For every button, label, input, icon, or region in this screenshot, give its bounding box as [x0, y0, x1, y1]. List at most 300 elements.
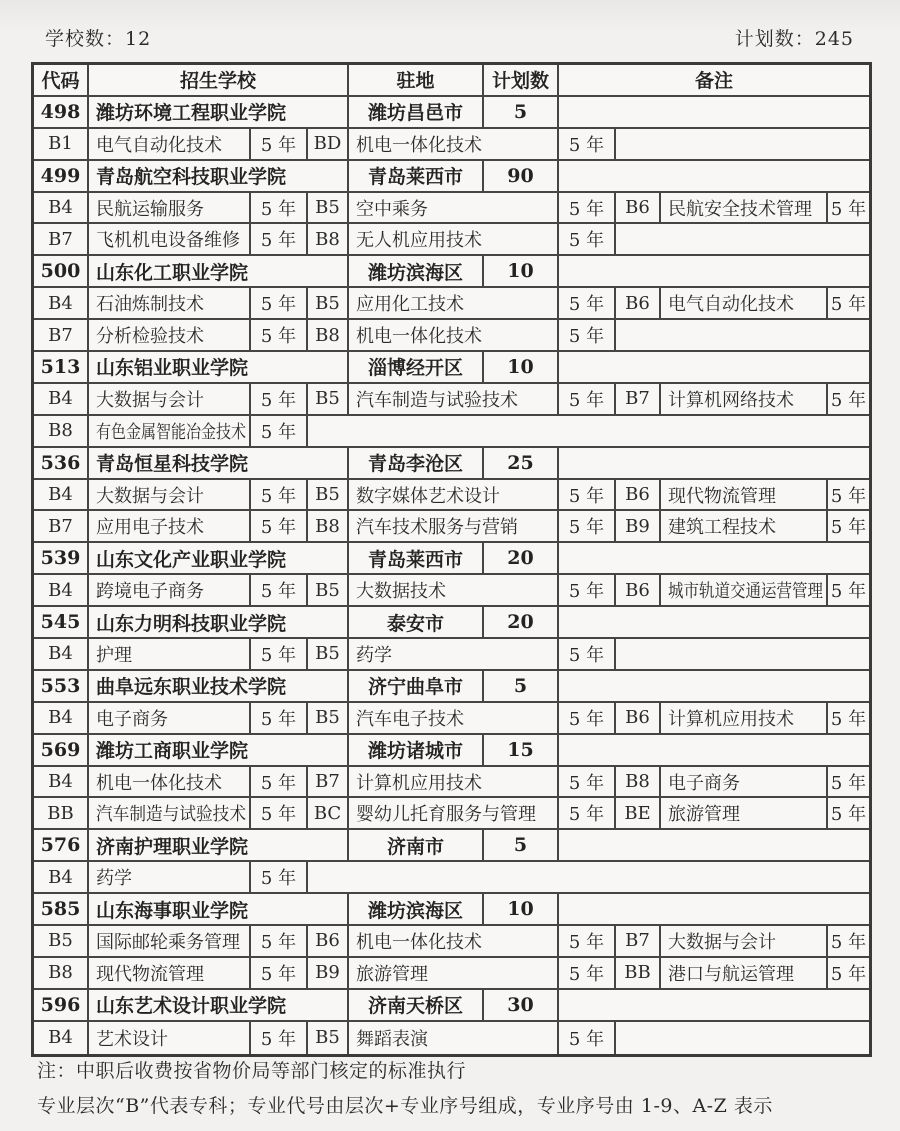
school-name-cell-text: 山东力明科技职业学院 — [96, 612, 287, 635]
major-name-cell — [349, 511, 559, 543]
year-cell — [251, 511, 308, 543]
major-name-cell-text: 城市轨道交通运营管理 — [668, 581, 823, 603]
major-name-cell — [661, 798, 828, 830]
year-cell-text: 5 年 — [568, 134, 605, 156]
remark-empty-cell — [559, 543, 869, 575]
major-code-cell-text: B4 — [48, 643, 73, 665]
major-code-cell-text: B7 — [48, 228, 73, 250]
year-cell-text: 5 年 — [830, 772, 867, 794]
major-name-cell-text: 港口与航运管理 — [668, 963, 794, 985]
school-name-cell — [89, 894, 349, 926]
major-name-cell — [89, 798, 251, 830]
location-cell — [349, 161, 484, 193]
major-name-cell-text: 护理 — [96, 644, 132, 666]
school-code-cell — [34, 671, 89, 703]
year-cell-text: 5 年 — [260, 134, 297, 156]
year-cell-text: 5 年 — [568, 485, 605, 507]
plan-count-cell — [484, 97, 559, 129]
year-cell-text: 5 年 — [260, 517, 297, 539]
note-major-code: 专业层次“B”代表专科；专业代号由层次+专业序号组成，专业序号由 1-9、A-Z 表示 — [37, 1095, 773, 1117]
major-code-cell — [616, 288, 661, 320]
major-name-cell-text: 电气自动化技术 — [668, 294, 794, 316]
school-code-cell-text: 498 — [40, 100, 81, 123]
year-cell-text: 5 年 — [568, 517, 605, 539]
major-code-cell-text: B8 — [625, 771, 650, 793]
year-cell-text: 5 年 — [260, 581, 297, 603]
year-cell — [559, 703, 616, 735]
year-cell — [251, 958, 308, 990]
header-plan — [484, 65, 559, 97]
remark-empty-cell — [559, 97, 869, 129]
school-code-cell-text: 499 — [40, 164, 81, 187]
location-cell — [349, 735, 484, 767]
major-name-cell — [661, 767, 828, 799]
major-code-cell-text: B5 — [315, 643, 340, 665]
major-code-cell-text: B4 — [48, 484, 73, 506]
school-name-cell-text: 潍坊工商职业学院 — [96, 740, 249, 763]
major-name-cell — [349, 384, 559, 416]
major-code-cell — [34, 958, 89, 990]
location-cell — [349, 607, 484, 639]
year-cell — [559, 575, 616, 607]
major-name-cell — [661, 480, 828, 512]
major-code-cell-text: B6 — [625, 197, 650, 218]
major-code-cell-text: B1 — [48, 133, 73, 155]
remark-empty-cell — [559, 990, 869, 1022]
major-code-cell-text: B7 — [48, 324, 73, 346]
major-code-cell — [34, 511, 89, 543]
major-name-cell — [89, 703, 251, 735]
major-code-cell-text: B6 — [625, 579, 650, 601]
major-name-cell — [89, 416, 251, 448]
major-code-cell-text: BC — [313, 802, 342, 824]
major-code-cell-text: B5 — [315, 707, 340, 729]
major-name-cell-text: 电气自动化技术 — [96, 134, 222, 156]
plan-count-cell — [484, 894, 559, 926]
major-name-cell-text: 机电一体化技术 — [96, 772, 222, 794]
major-name-cell-text: 计算机应用技术 — [356, 772, 482, 794]
year-cell — [828, 575, 869, 607]
school-code-cell-text: 513 — [40, 355, 81, 378]
major-code-cell — [34, 798, 89, 830]
major-code-cell — [308, 639, 349, 671]
year-cell — [828, 798, 869, 830]
major-code-cell-text: B9 — [625, 515, 650, 537]
school-name-cell-text: 山东化工职业学院 — [96, 261, 249, 284]
school-code-cell-text: 596 — [40, 993, 81, 1016]
school-code-cell — [34, 830, 89, 862]
major-name-cell-text: 汽车制造与试验技术 — [96, 804, 247, 826]
major-name-cell — [661, 193, 828, 225]
location-cell — [349, 256, 484, 288]
major-code-cell-text: B5 — [315, 388, 340, 410]
major-name-cell — [661, 926, 828, 958]
major-name-cell — [89, 767, 251, 799]
remark-empty-cell — [308, 416, 869, 448]
year-cell — [251, 639, 308, 671]
year-cell — [251, 703, 308, 735]
year-cell-text: 5 年 — [260, 868, 297, 890]
school-code-cell-text: 569 — [40, 738, 81, 761]
major-name-cell-text: 艺术设计 — [96, 1028, 168, 1050]
major-code-cell — [34, 320, 89, 352]
major-code-cell — [308, 480, 349, 512]
year-cell-text: 5 年 — [830, 294, 867, 316]
location-cell-text: 济南天桥区 — [367, 995, 463, 1018]
major-name-cell-text: 应用化工技术 — [356, 294, 464, 316]
location-cell-text: 青岛李沧区 — [367, 453, 463, 476]
year-cell — [559, 224, 616, 256]
year-cell — [559, 639, 616, 671]
year-cell-text: 5 年 — [260, 230, 297, 252]
major-code-cell-text: B5 — [315, 1027, 340, 1049]
year-cell-text: 5 年 — [260, 294, 297, 316]
year-cell-text: 5 年 — [260, 1028, 297, 1050]
school-code-cell — [34, 543, 89, 575]
major-code-cell-text: B4 — [48, 388, 73, 410]
year-cell-text: 5 年 — [830, 198, 867, 220]
major-code-cell — [308, 193, 349, 225]
year-cell-text: 5 年 — [830, 804, 867, 826]
remark-empty-cell — [559, 448, 869, 480]
major-code-cell-text: B5 — [315, 292, 340, 314]
location-cell-text: 潍坊诸城市 — [367, 740, 463, 763]
major-name-cell — [349, 224, 559, 256]
location-cell-text: 潍坊滨海区 — [367, 899, 463, 922]
major-name-cell-text: 建筑工程技术 — [668, 517, 776, 539]
major-name-cell — [89, 1022, 251, 1054]
major-name-cell-text: 飞机机电设备维修 — [96, 230, 240, 252]
major-code-cell-text: B6 — [625, 292, 650, 314]
major-name-cell — [661, 384, 828, 416]
major-code-cell-text: B7 — [625, 388, 650, 410]
major-code-cell — [308, 703, 349, 735]
major-code-cell-text: B5 — [48, 930, 73, 952]
major-name-cell — [349, 926, 559, 958]
major-name-cell — [661, 958, 828, 990]
school-name-cell — [89, 671, 349, 703]
plan-count-cell-text: 20 — [507, 547, 534, 570]
major-code-cell-text: B5 — [315, 197, 340, 218]
year-cell — [559, 767, 616, 799]
year-cell — [251, 320, 308, 352]
major-name-cell — [349, 320, 559, 352]
school-name-cell-text: 青岛航空科技职业学院 — [96, 166, 287, 189]
major-name-cell — [349, 639, 559, 671]
location-cell — [349, 671, 484, 703]
year-cell-text: 5 年 — [260, 389, 297, 411]
major-code-cell — [34, 416, 89, 448]
year-cell-text: 5 年 — [830, 581, 867, 603]
header-plan-text: 计划数 — [491, 70, 549, 93]
year-cell-text: 5 年 — [260, 485, 297, 507]
year-cell-text: 5 年 — [568, 326, 605, 348]
major-name-cell-text: 跨境电子商务 — [96, 581, 204, 603]
header-location-text: 驻地 — [396, 70, 435, 93]
year-cell-text: 5 年 — [830, 389, 867, 411]
enrollment-table — [31, 62, 872, 1057]
major-code-cell-text: B7 — [625, 930, 650, 952]
location-cell — [349, 543, 484, 575]
major-code-cell-text: B4 — [48, 707, 73, 729]
major-name-cell-text: 石油炼制技术 — [96, 294, 204, 316]
major-name-cell-text: 机电一体化技术 — [356, 134, 482, 156]
major-name-cell-text: 数字媒体艺术设计 — [356, 485, 500, 507]
plan-count-cell — [484, 352, 559, 384]
year-cell — [828, 384, 869, 416]
major-name-cell — [89, 320, 251, 352]
major-code-cell — [308, 129, 349, 161]
header-code-text: 代码 — [41, 70, 80, 93]
year-cell-text: 5 年 — [260, 963, 297, 985]
school-code-cell — [34, 894, 89, 926]
major-name-cell — [349, 767, 559, 799]
major-name-cell-text: 电子商务 — [668, 772, 740, 794]
school-code-cell — [34, 607, 89, 639]
school-code-cell — [34, 97, 89, 129]
major-code-cell — [616, 926, 661, 958]
school-name-cell-text: 山东铝业职业学院 — [96, 357, 249, 380]
plan-count-cell-text: 5 — [513, 674, 528, 697]
plan-count-cell-text: 5 — [513, 100, 528, 123]
major-code-cell-text: B7 — [315, 771, 340, 793]
year-cell-text: 5 年 — [568, 389, 605, 411]
school-code-cell — [34, 256, 89, 288]
major-name-cell — [349, 703, 559, 735]
year-cell-text: 5 年 — [260, 644, 297, 666]
note-fee: 注：中职后收费按省物价局等部门核定的标准执行 — [37, 1060, 467, 1082]
school-code-cell-text: 553 — [40, 674, 81, 697]
school-name-cell-text: 潍坊环境工程职业学院 — [96, 102, 287, 125]
major-code-cell — [616, 798, 661, 830]
major-name-cell-text: 药学 — [356, 644, 392, 666]
header-remark-text: 备注 — [694, 70, 733, 93]
school-name-cell-text: 青岛恒星科技学院 — [96, 453, 249, 476]
location-cell — [349, 990, 484, 1022]
year-cell-text: 5 年 — [568, 230, 605, 252]
remark-empty-cell — [616, 1022, 869, 1054]
year-cell — [251, 575, 308, 607]
year-cell — [251, 480, 308, 512]
major-name-cell-text: 婴幼儿托育服务与管理 — [356, 804, 536, 826]
remark-empty-cell — [616, 129, 869, 161]
school-name-cell — [89, 97, 349, 129]
school-name-cell — [89, 990, 349, 1022]
year-cell-text: 5 年 — [830, 485, 867, 507]
major-code-cell-text: B6 — [625, 484, 650, 506]
major-code-cell-text: B6 — [625, 707, 650, 729]
remark-empty-cell — [616, 320, 869, 352]
major-name-cell-text: 现代物流管理 — [668, 485, 776, 507]
school-name-cell — [89, 448, 349, 480]
year-cell — [828, 767, 869, 799]
school-code-cell-text: 500 — [40, 260, 81, 283]
school-code-cell-text: 545 — [40, 611, 81, 634]
major-name-cell — [661, 703, 828, 735]
major-code-cell — [616, 384, 661, 416]
major-code-cell-text: BB — [624, 962, 651, 984]
plan-count-cell — [484, 543, 559, 575]
year-cell — [251, 798, 308, 830]
year-cell — [251, 129, 308, 161]
school-code-cell — [34, 161, 89, 193]
location-cell-text: 泰安市 — [386, 612, 444, 635]
year-cell — [559, 511, 616, 543]
year-cell — [828, 703, 869, 735]
location-cell — [349, 352, 484, 384]
major-name-cell — [89, 129, 251, 161]
major-code-cell — [308, 320, 349, 352]
major-name-cell — [661, 575, 828, 607]
location-cell — [349, 894, 484, 926]
remark-empty-cell — [559, 830, 869, 862]
major-code-cell — [34, 224, 89, 256]
header-remark — [559, 65, 869, 97]
major-name-cell-text: 大数据与会计 — [668, 931, 776, 953]
major-code-cell-text: B8 — [315, 515, 340, 537]
school-code-cell-text: 536 — [40, 451, 81, 474]
school-name-cell-text: 山东文化产业职业学院 — [96, 548, 287, 571]
major-name-cell — [89, 288, 251, 320]
school-name-cell — [89, 161, 349, 193]
major-name-cell — [349, 575, 559, 607]
remark-empty-cell — [559, 671, 869, 703]
major-name-cell — [89, 384, 251, 416]
major-code-cell-text: B4 — [48, 579, 73, 601]
plan-count-cell — [484, 607, 559, 639]
major-name-cell-text: 计算机应用技术 — [668, 708, 794, 730]
remark-empty-cell — [616, 639, 869, 671]
school-name-cell-text: 山东海事职业学院 — [96, 899, 249, 922]
year-cell-text: 5 年 — [568, 198, 605, 220]
year-cell-text: 5 年 — [830, 963, 867, 985]
school-name-cell — [89, 607, 349, 639]
school-name-cell-text: 济南护理职业学院 — [96, 835, 249, 858]
major-name-cell-text: 民航安全技术管理 — [668, 198, 812, 220]
major-name-cell-text: 汽车制造与试验技术 — [356, 389, 518, 411]
school-name-cell — [89, 256, 349, 288]
major-name-cell-text: 现代物流管理 — [96, 963, 204, 985]
plan-count-cell — [484, 448, 559, 480]
header-location — [349, 65, 484, 97]
major-code-cell-text: B9 — [315, 962, 340, 984]
location-cell — [349, 830, 484, 862]
major-code-cell — [308, 798, 349, 830]
location-cell-text: 潍坊昌邑市 — [367, 102, 463, 125]
major-code-cell-text: B4 — [48, 1027, 73, 1049]
year-cell-text: 5 年 — [260, 708, 297, 730]
school-code-cell-text: 539 — [40, 547, 81, 570]
year-cell — [251, 416, 308, 448]
major-name-cell — [661, 511, 828, 543]
major-name-cell — [89, 926, 251, 958]
major-code-cell — [616, 958, 661, 990]
school-code-cell — [34, 352, 89, 384]
header-code — [34, 65, 89, 97]
school-name-cell — [89, 543, 349, 575]
major-code-cell — [308, 926, 349, 958]
remark-empty-cell — [308, 862, 869, 894]
major-name-cell — [89, 224, 251, 256]
year-cell — [559, 193, 616, 225]
major-name-cell — [349, 1022, 559, 1054]
major-code-cell — [34, 288, 89, 320]
year-cell — [559, 926, 616, 958]
year-cell-text: 5 年 — [568, 963, 605, 985]
major-name-cell — [349, 288, 559, 320]
plan-count-cell-text: 10 — [507, 260, 534, 283]
year-cell-text: 5 年 — [830, 517, 867, 539]
major-name-cell — [89, 575, 251, 607]
major-code-cell-text: B5 — [315, 579, 340, 601]
major-code-cell — [34, 384, 89, 416]
major-name-cell-text: 汽车电子技术 — [356, 708, 464, 730]
major-name-cell-text: 空中乘务 — [356, 198, 428, 220]
plan-count-cell — [484, 830, 559, 862]
plan-count-cell — [484, 671, 559, 703]
major-name-cell — [89, 862, 251, 894]
remark-empty-cell — [559, 161, 869, 193]
year-cell-text: 5 年 — [260, 804, 297, 826]
year-cell — [828, 926, 869, 958]
year-cell — [251, 1022, 308, 1054]
major-code-cell — [34, 862, 89, 894]
major-name-cell — [89, 480, 251, 512]
major-name-cell — [349, 958, 559, 990]
major-code-cell — [616, 511, 661, 543]
major-code-cell — [34, 703, 89, 735]
year-cell — [559, 798, 616, 830]
plan-count-cell-text: 15 — [507, 738, 534, 761]
major-code-cell — [34, 480, 89, 512]
year-cell-text: 5 年 — [568, 644, 605, 666]
plan-count-cell-text: 10 — [507, 898, 534, 921]
plan-count-label: 计划数：245 — [734, 28, 854, 50]
year-cell — [251, 224, 308, 256]
remark-empty-cell — [559, 352, 869, 384]
major-name-cell-text: 电子商务 — [96, 708, 168, 730]
major-code-cell — [308, 958, 349, 990]
year-cell — [828, 193, 869, 225]
remark-empty-cell — [559, 735, 869, 767]
plan-count-cell — [484, 990, 559, 1022]
major-code-cell-text: B8 — [315, 228, 340, 250]
major-name-cell — [349, 193, 559, 225]
year-cell — [559, 384, 616, 416]
plan-count-cell — [484, 161, 559, 193]
major-code-cell — [308, 1022, 349, 1054]
location-cell-text: 青岛莱西市 — [367, 548, 463, 571]
year-cell-text: 5 年 — [568, 772, 605, 794]
year-cell — [559, 1022, 616, 1054]
year-cell — [251, 193, 308, 225]
major-code-cell — [308, 224, 349, 256]
school-name-cell — [89, 830, 349, 862]
location-cell-text: 青岛莱西市 — [367, 166, 463, 189]
major-code-cell — [308, 767, 349, 799]
year-cell-text: 5 年 — [568, 708, 605, 730]
school-name-cell-text: 曲阜远东职业技术学院 — [96, 676, 287, 699]
major-code-cell-text: B4 — [48, 866, 73, 888]
remark-empty-cell — [559, 256, 869, 288]
location-cell — [349, 448, 484, 480]
year-cell-text: 5 年 — [830, 708, 867, 730]
plan-count-cell-text: 30 — [507, 993, 534, 1016]
year-cell-text: 5 年 — [568, 931, 605, 953]
school-name-cell-text: 山东艺术设计职业学院 — [96, 995, 287, 1018]
major-code-cell — [34, 1022, 89, 1054]
major-name-cell-text: 无人机应用技术 — [356, 230, 482, 252]
